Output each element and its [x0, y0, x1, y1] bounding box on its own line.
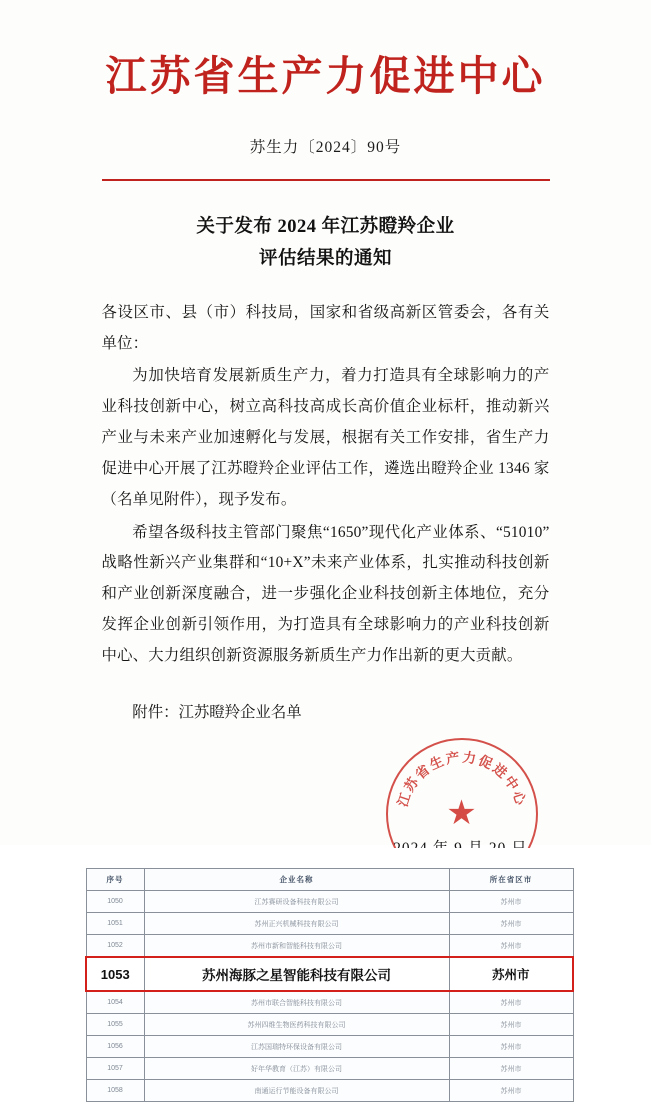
- document-subject-line-2: 评估结果的通知: [258, 249, 392, 270]
- cell-area: 苏州市: [449, 991, 573, 1014]
- cell-area: 苏州市: [449, 935, 573, 958]
- attachment-note: 附件：江苏瞪羚企业名单: [132, 703, 302, 721]
- cell-area: 苏州市: [449, 957, 573, 991]
- table-header-row: [86, 869, 573, 891]
- body-paragraph-2: 希望各级科技主管部门聚焦“1650”现代化产业体系、“51010”战略性新兴产业集群和“10+X”未来产业体系，扎实推动科技创新和产业创新深度融合，进一步强化企业科技创新主体地位，充分发挥企业创新引领作用，为打造具有全球影响力的产业科技创新中心、大力组织创新资源服务新质生产力作出新的更大贡献。: [101, 523, 550, 664]
- signature-area: [102, 744, 550, 864]
- cell-no: 1058: [86, 1080, 144, 1102]
- issuing-organization-title: 江苏省生产力促进中心: [105, 52, 546, 100]
- table-body: [86, 891, 573, 1102]
- cell-name: 南通运行节能设备有限公司: [144, 1080, 449, 1102]
- table-row-highlighted: [86, 957, 573, 991]
- table-row: [86, 1080, 573, 1102]
- cell-no: 1053: [86, 957, 144, 991]
- seal-arc-label: 江苏省生产力促进中心: [394, 749, 529, 809]
- cell-name: 苏州四维生物医药科技有限公司: [144, 1014, 449, 1036]
- document-body: [102, 276, 550, 672]
- table-row: [86, 1014, 573, 1036]
- body-paragraph-1: 为加快培育发展新质生产力，着力打造具有全球影响力的产业科技创新中心，树立高科技高成长高价值企业标杆，推动新兴产业与未来产业加速孵化与发展，根据有关工作安排，省生产力促进中心开展了江苏瞪羚企业评估工作，遴选出瞪羚企业 1346 家（名单见附件），现予发布。: [101, 367, 550, 508]
- cell-area: 苏州市: [449, 1058, 573, 1080]
- cell-name: 江苏赛研设备科技有限公司: [144, 891, 449, 913]
- cell-no: 1056: [86, 1036, 144, 1058]
- table-row: [86, 891, 573, 913]
- column-header-no: 序号: [86, 869, 144, 891]
- column-header-area: 所在省区市: [449, 869, 573, 891]
- cell-name: 好年华教育（江苏）有限公司: [144, 1058, 449, 1080]
- cell-area: 苏州市: [449, 1014, 573, 1036]
- cell-no: 1055: [86, 1014, 144, 1036]
- red-divider-rule: [102, 179, 550, 181]
- cell-area: 苏州市: [449, 1080, 573, 1102]
- document-subject-line-1: 关于发布 2024 年江苏瞪羚企业: [196, 217, 455, 238]
- table-row: [86, 1058, 573, 1080]
- cell-name: 苏州市联合智能科技有限公司: [144, 991, 449, 1014]
- table-row: [86, 1036, 573, 1058]
- attachment-list-area: [0, 848, 651, 1102]
- cell-no: 1057: [86, 1058, 144, 1080]
- cell-name: 苏州市新和智能科技有限公司: [144, 935, 449, 958]
- table-row: [86, 935, 573, 958]
- column-header-name: 企业名称: [144, 869, 449, 891]
- cell-area: 苏州市: [449, 1036, 573, 1058]
- cell-no: 1050: [86, 891, 144, 913]
- seal-star-icon: ★: [446, 795, 477, 833]
- enterprise-list-table: [85, 868, 574, 1102]
- cell-area: 苏州市: [449, 913, 573, 935]
- cell-no: 1052: [86, 935, 144, 958]
- cell-no: 1054: [86, 991, 144, 1014]
- body-paragraph-salutation: 各设区市、县（市）科技局，国家和省级高新区管委会，各有关单位：: [101, 303, 550, 352]
- table-row: [86, 913, 573, 935]
- document-header: [0, 0, 651, 99]
- table-row: [86, 991, 573, 1014]
- document-subject: [0, 211, 651, 276]
- cell-name: 苏州海豚之星智能科技有限公司: [144, 957, 449, 991]
- cell-area: 苏州市: [449, 891, 573, 913]
- document-number: 苏生力〔2024〕90号: [249, 139, 402, 157]
- cell-no: 1051: [86, 913, 144, 935]
- cell-name: 苏州正兴机械科技有限公司: [144, 913, 449, 935]
- cell-name: 江苏国瑞特环保设备有限公司: [144, 1036, 449, 1058]
